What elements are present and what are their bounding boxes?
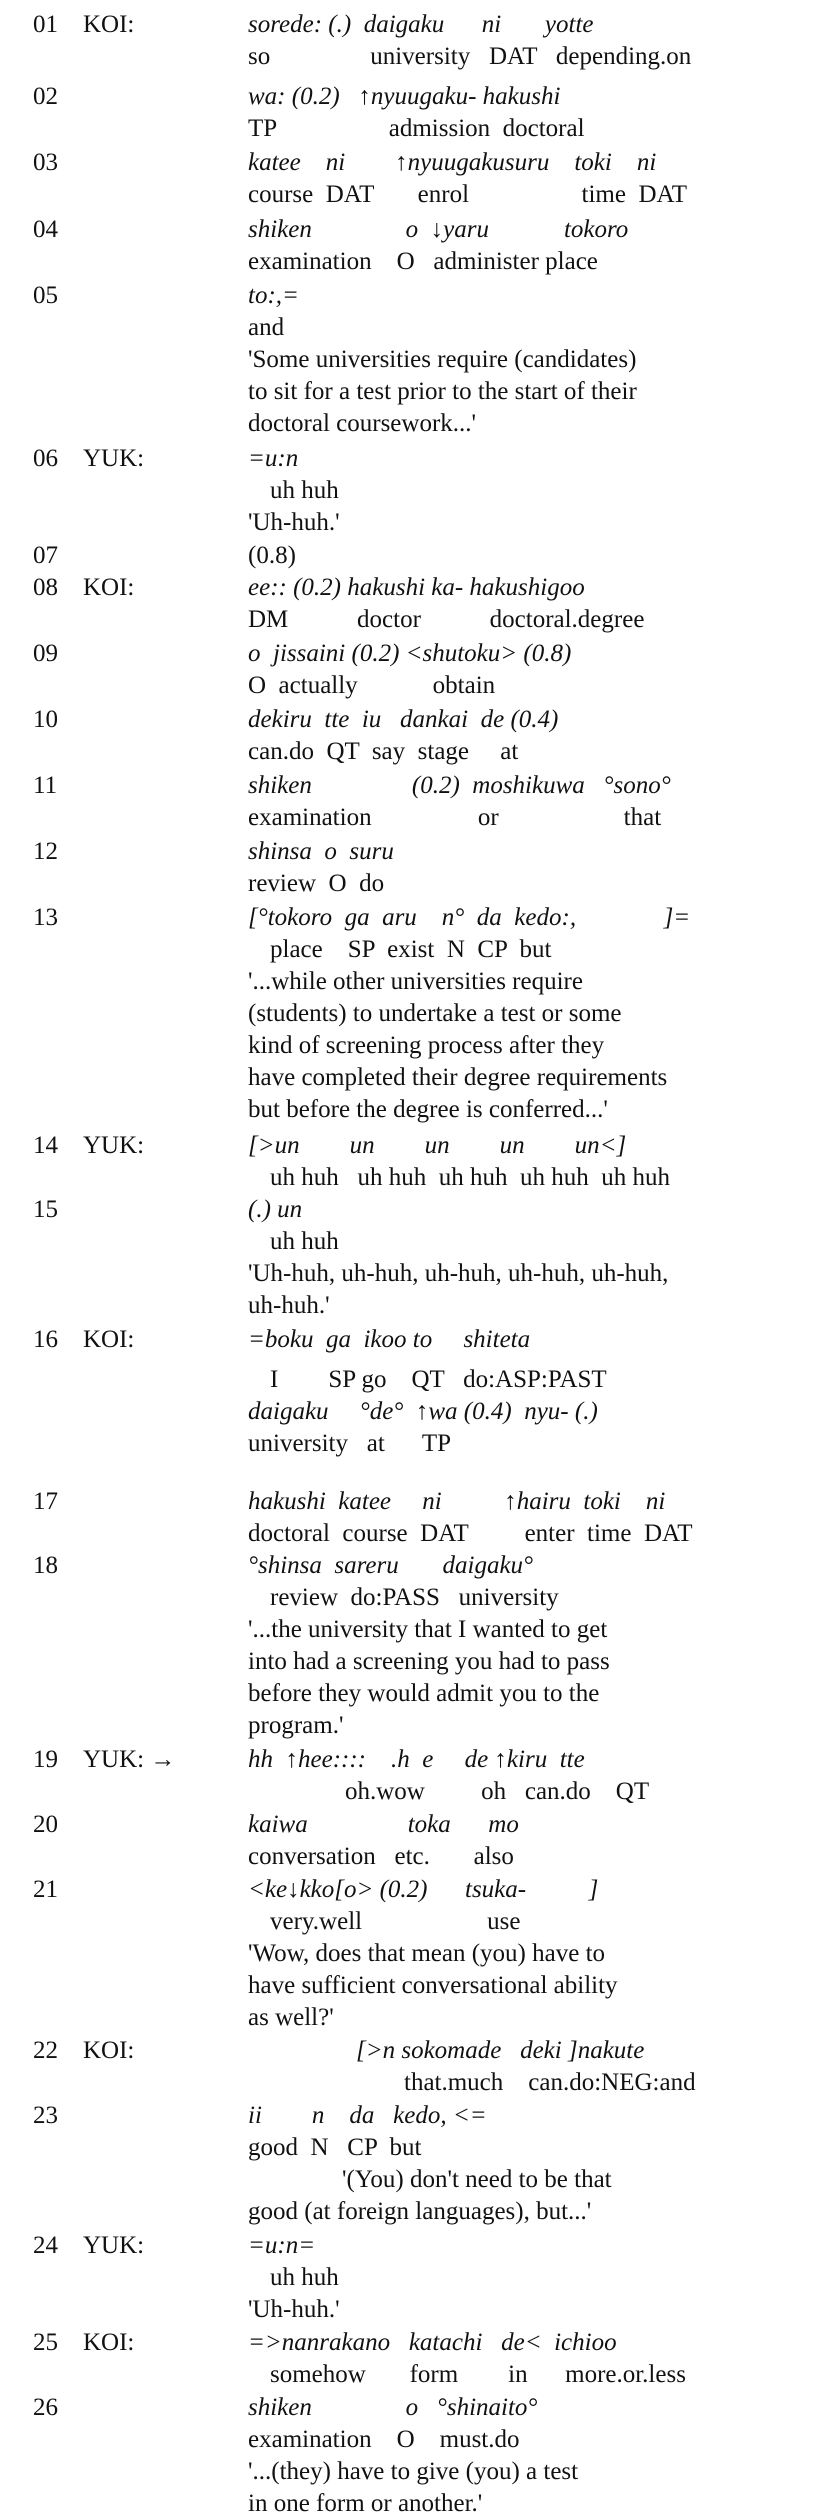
gloss-line: somehow form in more.or.less	[270, 2361, 686, 2388]
gloss-line: uh huh	[270, 477, 339, 504]
gloss-line: that.much can.do:NEG:and	[404, 2069, 696, 2096]
japanese-utterance: shinsa o suru	[248, 838, 394, 865]
gloss-line: oh.wow oh can.do QT	[270, 1778, 650, 1805]
line-number: 02	[33, 83, 58, 110]
japanese-utterance: =>nanrakano katachi de< ichioo	[248, 2329, 617, 2356]
line-number: 16	[33, 1326, 58, 1353]
japanese-utterance: [°tokoro ga aru n° da kedo:, ]=	[248, 904, 691, 931]
gloss-line: examination or that	[248, 804, 662, 831]
japanese-utterance: o jissaini (0.2) <shutoku> (0.8)	[248, 640, 572, 667]
translation-line: 'Wow, does that mean (you) have to	[248, 1940, 606, 1967]
translation-line: 'Some universities require (candidates)	[248, 346, 637, 373]
japanese-utterance: hakushi katee ni ↑hairu toki ni	[248, 1488, 666, 1515]
speaker-label: KOI:	[83, 574, 135, 601]
line-number: 03	[33, 149, 58, 176]
gloss-line: review do:PASS university	[270, 1584, 559, 1611]
gloss-line: (0.8)	[248, 542, 296, 569]
gloss-line: conversation etc. also	[248, 1843, 514, 1870]
line-number: 05	[33, 282, 58, 309]
translation-line: to sit for a test prior to the start of their	[248, 378, 637, 405]
line-number: 01	[33, 11, 58, 38]
japanese-utterance: <ke↓kko[o> (0.2) tsuka- ]	[248, 1876, 599, 1903]
japanese-utterance: shiken o ↓yaru tokoro	[248, 216, 629, 243]
japanese-utterance: katee ni ↑nyuugakusuru toki ni	[248, 149, 657, 176]
gloss-line: uh huh	[270, 2264, 339, 2291]
line-number: 09	[33, 640, 58, 667]
line-number: 13	[33, 904, 58, 931]
gloss-line: place SP exist N CP but	[270, 936, 552, 963]
line-number: 18	[33, 1552, 58, 1579]
line-number: 22	[33, 2037, 58, 2064]
speaker-label: KOI:	[83, 2329, 135, 2356]
translation-line: program.'	[248, 1712, 344, 1739]
speaker-label: YUK:	[83, 1132, 145, 1159]
line-number: 23	[33, 2102, 58, 2129]
translation-line: '...(they) have to give (you) a test	[248, 2458, 579, 2485]
line-number: 20	[33, 1811, 58, 1838]
japanese-utterance: to:,=	[248, 282, 299, 309]
line-number: 10	[33, 706, 58, 733]
speaker-label: YUK: →	[83, 1746, 176, 1773]
japanese-utterance: =boku ga ikoo to shiteta	[248, 1326, 531, 1353]
japanese-utterance: hh ↑hee:::: .h e de ↑kiru tte	[248, 1746, 585, 1773]
gloss-line: course DAT enrol time DAT	[248, 181, 688, 208]
gloss-line: examination O must.do	[248, 2426, 520, 2453]
japanese-utterance: ee:: (0.2) hakushi ka- hakushigoo	[248, 574, 585, 601]
translation-line: (students) to undertake a test or some	[248, 1000, 622, 1027]
translation-line: 'Uh-huh.'	[248, 2296, 340, 2323]
gloss-line: can.do QT say stage at	[248, 738, 519, 765]
japanese-utterance: dekiru tte iu dankai de (0.4)	[248, 706, 559, 733]
translation-line: 'Uh-huh.'	[248, 509, 340, 536]
translation-line: doctoral coursework...'	[248, 410, 477, 437]
japanese-utterance: =u:n=	[248, 2232, 316, 2259]
japanese-utterance: °shinsa sareru daigaku°	[248, 1552, 534, 1579]
gloss-line: DM doctor doctoral.degree	[248, 606, 645, 633]
translation-line: 'Uh-huh, uh-huh, uh-huh, uh-huh, uh-huh,	[248, 1260, 669, 1287]
japanese-utterance: daigaku °de° ↑wa (0.4) nyu- (.)	[248, 1398, 598, 1425]
line-number: 11	[33, 772, 58, 799]
japanese-utterance: =u:n	[248, 445, 299, 472]
line-number: 17	[33, 1488, 58, 1515]
line-number: 26	[33, 2394, 58, 2421]
line-number: 04	[33, 216, 58, 243]
line-number: 07	[33, 542, 58, 569]
japanese-utterance: sorede: (.) daigaku ni yotte	[248, 11, 594, 38]
gloss-line: TP admission doctoral	[248, 115, 585, 142]
line-number: 24	[33, 2232, 58, 2259]
japanese-utterance: [>n sokomade deki ]nakute	[356, 2037, 645, 2064]
translation-line: but before the degree is conferred...'	[248, 1096, 608, 1123]
line-number: 14	[33, 1132, 58, 1159]
line-number: 25	[33, 2329, 58, 2356]
japanese-utterance: ii n da kedo, <=	[248, 2102, 487, 2129]
gloss-line: examination O administer place	[248, 248, 598, 275]
translation-line: kind of screening process after they	[248, 1032, 605, 1059]
japanese-utterance: wa: (0.2) ↑nyuugaku- hakushi	[248, 83, 561, 110]
line-number: 12	[33, 838, 58, 865]
speaker-label: KOI:	[83, 2037, 135, 2064]
line-number: 06	[33, 445, 58, 472]
gloss-line: doctoral course DAT enter time DAT	[248, 1520, 693, 1547]
translation-line: into had a screening you had to pass	[248, 1648, 610, 1675]
japanese-utterance: shiken (0.2) moshikuwa °sono°	[248, 772, 671, 799]
gloss-line: review O do	[248, 870, 385, 897]
translation-line: '...the university that I wanted to get	[248, 1616, 608, 1643]
translation-line: as well?'	[248, 2004, 334, 2031]
translation-line: before they would admit you to the	[248, 1680, 600, 1707]
speaker-label: KOI:	[83, 11, 135, 38]
line-number: 21	[33, 1876, 58, 1903]
japanese-utterance: kaiwa toka mo	[248, 1811, 519, 1838]
translation-line: '...while other universities require	[248, 968, 583, 995]
line-number: 19	[33, 1746, 58, 1773]
gloss-line: so university DAT depending.on	[248, 43, 692, 70]
translation-line: in one form or another.'	[248, 2490, 483, 2517]
translation-line: uh-huh.'	[248, 1292, 330, 1319]
line-number: 15	[33, 1196, 58, 1223]
speaker-label: YUK:	[83, 2232, 145, 2259]
gloss-line: very.well use	[270, 1908, 521, 1935]
translation-line: have completed their degree requirements	[248, 1064, 668, 1091]
gloss-line: uh huh uh huh uh huh uh huh uh huh	[270, 1164, 670, 1191]
gloss-line: and	[248, 314, 285, 341]
gloss-line: uh huh	[270, 1228, 339, 1255]
gloss-line: O actually obtain	[248, 672, 496, 699]
gloss-line: university at TP	[248, 1430, 452, 1457]
speaker-label: KOI:	[83, 1326, 135, 1353]
translation-line: '(You) don't need to be that	[342, 2166, 612, 2193]
japanese-utterance: (.) un	[248, 1196, 303, 1223]
translation-line: have sufficient conversational ability	[248, 1972, 618, 1999]
translation-line: good (at foreign languages), but...'	[248, 2198, 592, 2225]
line-number: 08	[33, 574, 58, 601]
japanese-utterance: [>un un un un un<]	[248, 1132, 627, 1159]
japanese-utterance: shiken o °shinaito°	[248, 2394, 538, 2421]
speaker-label: YUK:	[83, 445, 145, 472]
gloss-line: good N CP but	[248, 2134, 422, 2161]
gloss-line: I SP go QT do:ASP:PAST	[270, 1366, 607, 1393]
